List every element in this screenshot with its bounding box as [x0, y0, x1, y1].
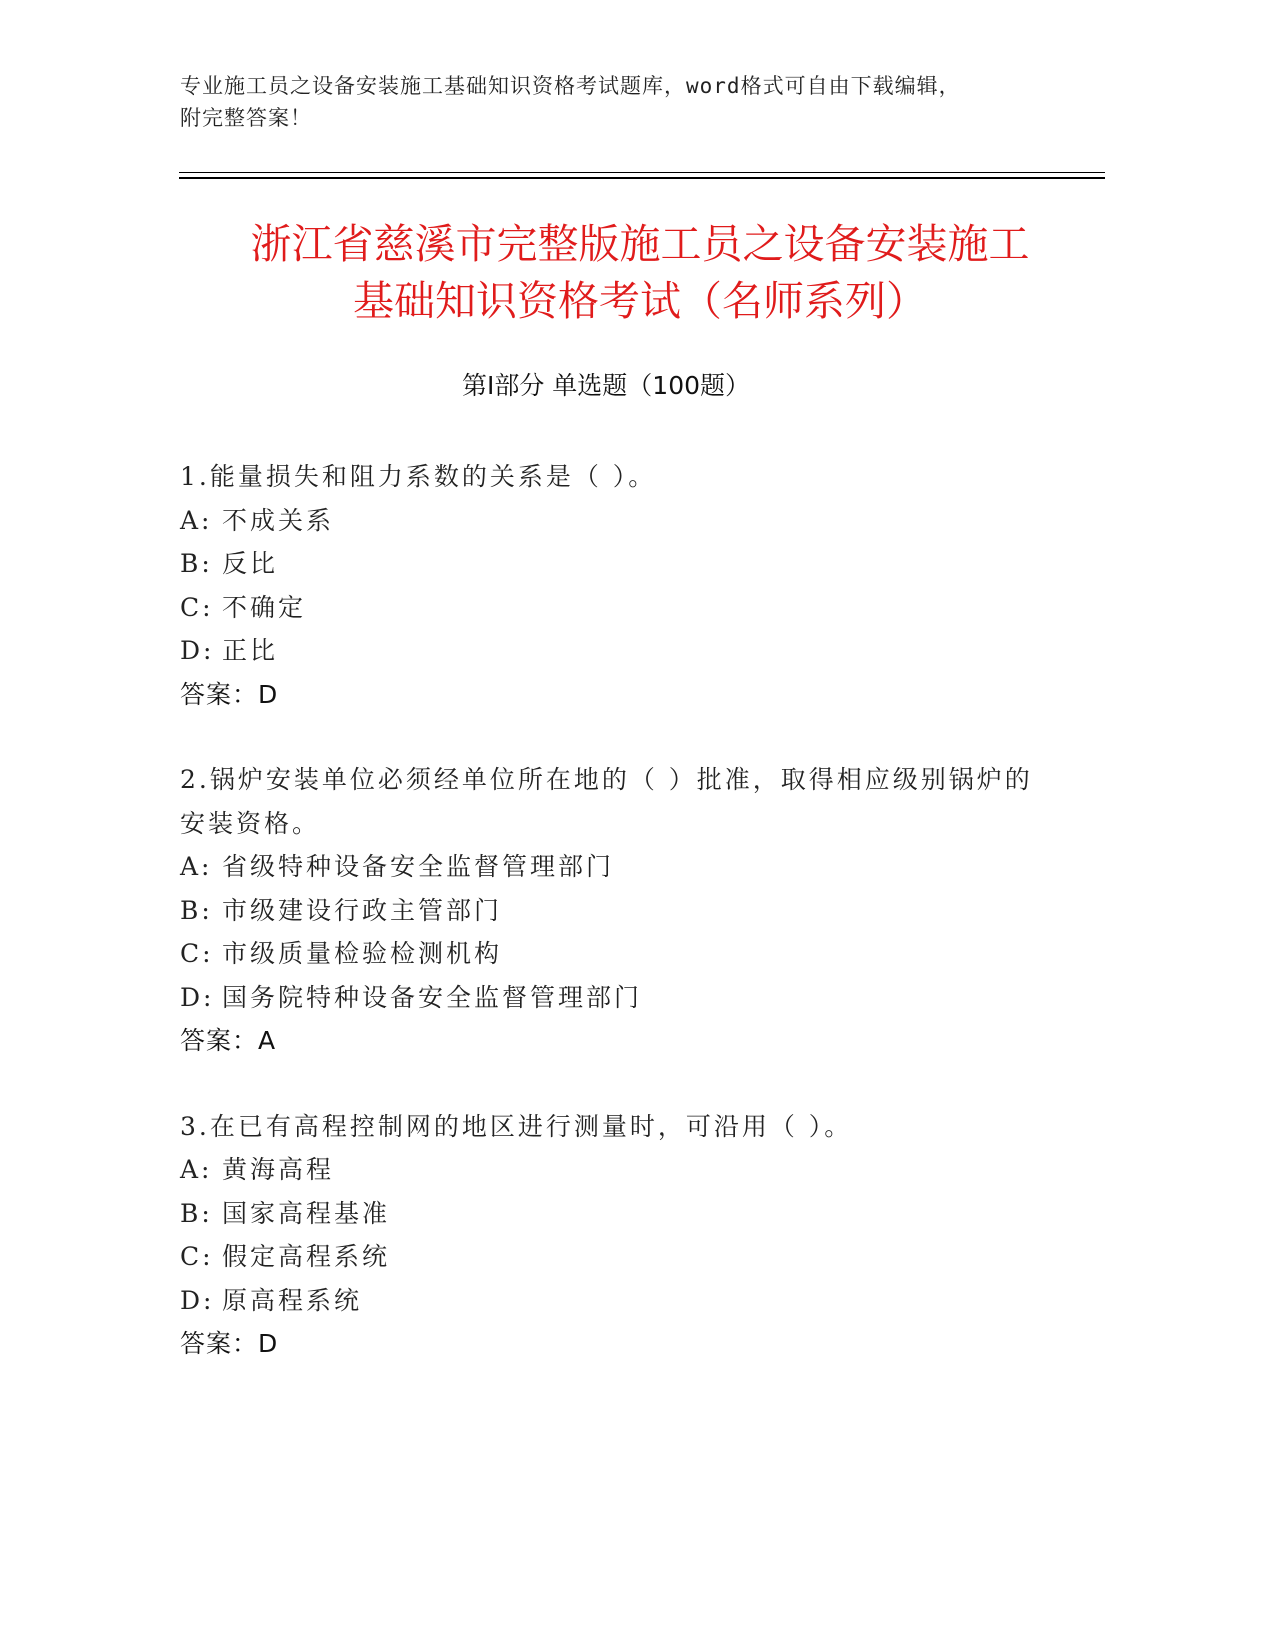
- option-b: [180, 889, 1040, 933]
- option-b: [180, 1192, 1040, 1236]
- option-c: [180, 586, 1040, 630]
- option-text: 不确定: [222, 592, 307, 622]
- option-letter: C:: [180, 1242, 214, 1271]
- question-3: [180, 1105, 1040, 1366]
- question-1: [180, 455, 1040, 716]
- option-d: [180, 976, 1040, 1020]
- option-text: 市级质量检验检测机构: [222, 939, 503, 968]
- document-title: [160, 216, 1120, 330]
- option-text: 国家高程基准: [222, 1198, 391, 1228]
- option-letter: A:: [180, 505, 213, 535]
- option-b: [180, 542, 1040, 586]
- option-d: [180, 629, 1040, 673]
- answer-line: 答案：D: [180, 1329, 279, 1358]
- option-letter: A:: [180, 852, 213, 881]
- option-letter: B:: [180, 895, 213, 925]
- option-a: [180, 499, 1040, 543]
- option-text: 原高程系统: [222, 1285, 363, 1315]
- document-title-line-2: 基础知识资格考试（名师系列）: [353, 277, 927, 325]
- question-stem: 1.能量损失和阻力系数的关系是（ ）。: [180, 462, 657, 491]
- option-text: 省级特种设备安全监督管理部门: [222, 852, 615, 881]
- option-c: [180, 932, 1040, 976]
- question-stem: 2.锅炉安装单位必须经单位所在地的（ ）批准，取得相应级别锅炉的安装资格。: [180, 765, 1033, 838]
- header-divider-bottom: [179, 177, 1105, 179]
- option-letter: D:: [180, 636, 215, 665]
- option-d: [180, 1279, 1040, 1323]
- option-letter: D:: [180, 1285, 215, 1315]
- option-letter: B:: [180, 1198, 213, 1228]
- option-letter: B:: [180, 549, 213, 578]
- option-text: 反比: [222, 549, 279, 578]
- option-text: 市级建设行政主管部门: [222, 895, 503, 925]
- option-text: 国务院特种设备安全监督管理部门: [222, 982, 643, 1012]
- option-a: [180, 845, 1040, 889]
- option-letter: A:: [180, 1155, 213, 1184]
- option-letter: C:: [180, 939, 214, 968]
- question-list: [180, 455, 1040, 1408]
- question-stem: 3.在已有高程控制网的地区进行测量时，可沿用（ ）。: [180, 1111, 853, 1141]
- option-c: [180, 1235, 1040, 1279]
- header-note-line-2: 附完整答案！: [180, 106, 312, 130]
- option-text: 黄海高程: [222, 1155, 335, 1184]
- option-a: [180, 1148, 1040, 1192]
- option-text: 假定高程系统: [222, 1242, 391, 1271]
- option-text: 正比: [222, 636, 279, 665]
- option-letter: D:: [180, 982, 215, 1012]
- section-title: 第Ⅰ部分 单选题（100题）: [461, 371, 751, 400]
- header-divider-top: [179, 172, 1105, 173]
- answer-line: 答案：A: [180, 1026, 277, 1055]
- answer-line: 答案：D: [180, 679, 279, 709]
- header-note: [180, 70, 1060, 134]
- option-letter: C:: [180, 592, 214, 622]
- header-note-line-1: 专业施工员之设备安装施工基础知识资格考试题库，word格式可自由下载编辑，: [180, 74, 961, 98]
- option-text: 不成关系: [222, 505, 335, 535]
- document-title-line-1: 浙江省慈溪市完整版施工员之设备安装施工: [250, 220, 1030, 268]
- question-2: [180, 758, 1040, 1063]
